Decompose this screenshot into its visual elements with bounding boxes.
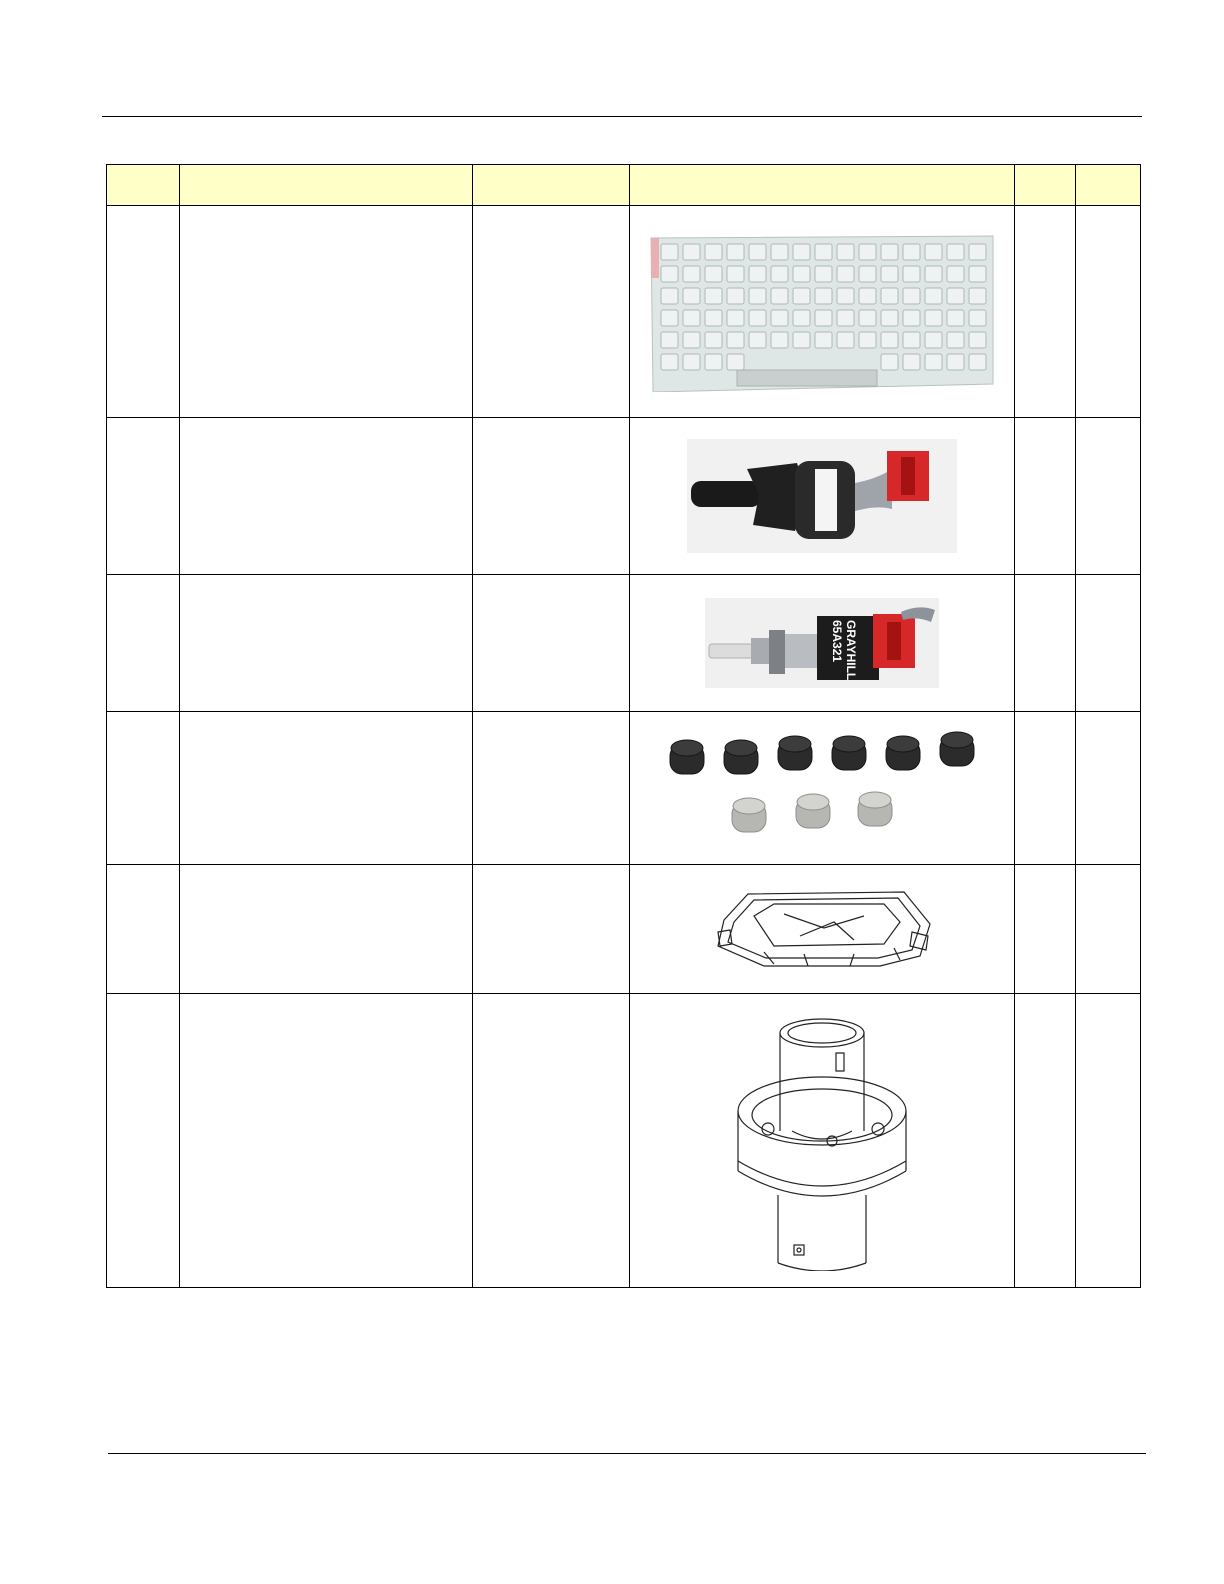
knob: [940, 732, 974, 766]
header-fru: [1076, 165, 1141, 206]
header-qty: [1015, 165, 1076, 206]
item-cell: [107, 865, 180, 994]
keycap: [749, 244, 766, 260]
keycap: [925, 244, 942, 260]
keycap: [705, 288, 722, 304]
part-number-cell: [473, 865, 630, 994]
keycap: [881, 310, 898, 326]
keycap: [793, 288, 810, 304]
keycap: [771, 266, 788, 282]
table-row: [107, 994, 1141, 1288]
part-number-cell: [473, 206, 630, 418]
fru-cell: [1076, 418, 1141, 575]
keycap: [771, 310, 788, 326]
keycap: [727, 266, 744, 282]
keycap: [705, 266, 722, 282]
keycap: [727, 354, 744, 370]
part-number-cell: [473, 994, 630, 1288]
keycap: [881, 288, 898, 304]
table-row: [107, 206, 1141, 418]
keycap: [815, 310, 832, 326]
keycap: [661, 310, 678, 326]
keycap: [815, 288, 832, 304]
keycap: [903, 354, 920, 370]
keycap: [793, 332, 810, 348]
keycap: [683, 244, 700, 260]
keycap: [683, 332, 700, 348]
description-cell: [180, 712, 473, 865]
table-row: [107, 865, 1141, 994]
knob: [724, 740, 758, 774]
qty-cell: [1015, 575, 1076, 712]
description-cell: [180, 994, 473, 1288]
keycap: [859, 288, 876, 304]
keycap: [705, 244, 722, 260]
knob: [886, 736, 920, 770]
knob: [670, 740, 704, 774]
description-cell: [180, 418, 473, 575]
keycap: [815, 266, 832, 282]
keyboard-keycap-mat-image: [647, 232, 997, 392]
keycap: [771, 244, 788, 260]
keycap: [925, 354, 942, 370]
keycap: [749, 310, 766, 326]
knob-set-image: [657, 728, 987, 848]
header-item: [107, 165, 180, 206]
keycap: [683, 354, 700, 370]
fru-cell: [1076, 575, 1141, 712]
keycap: [793, 244, 810, 260]
keycap: [771, 288, 788, 304]
keycap: [947, 354, 964, 370]
keycap: [815, 244, 832, 260]
keycap: [925, 310, 942, 326]
keycap: [903, 310, 920, 326]
keycap: [947, 332, 964, 348]
item-cell: [107, 206, 180, 418]
keycap: [837, 288, 854, 304]
keycap: [881, 354, 898, 370]
knob: [732, 798, 766, 832]
keycap: [727, 244, 744, 260]
description-cell: [180, 206, 473, 418]
keycap: [683, 310, 700, 326]
keycap: [771, 332, 788, 348]
keycap: [661, 288, 678, 304]
fru-cell: [1076, 865, 1141, 994]
header-rule: [102, 116, 1142, 117]
keycap: [947, 310, 964, 326]
keycap: [903, 244, 920, 260]
qty-cell: [1015, 418, 1076, 575]
keycap: [903, 288, 920, 304]
keycap: [881, 266, 898, 282]
keycap: [969, 354, 986, 370]
keycap: [727, 332, 744, 348]
keycap: [683, 266, 700, 282]
encoder-switch-image: [705, 598, 939, 688]
item-cell: [107, 575, 180, 712]
keycap: [969, 332, 986, 348]
table-row: [107, 712, 1141, 865]
qty-cell: [1015, 712, 1076, 865]
keycap: [969, 266, 986, 282]
keycap: [925, 266, 942, 282]
keycap: [749, 266, 766, 282]
keycap: [705, 332, 722, 348]
keycap: [859, 266, 876, 282]
knob: [832, 736, 866, 770]
plastic-bracket-image: [704, 886, 940, 972]
qty-cell: [1015, 206, 1076, 418]
item-cell: [107, 712, 180, 865]
keycap: [727, 288, 744, 304]
keycap: [947, 288, 964, 304]
keycap: [881, 244, 898, 260]
encoder-label-line1: GRAYHILL: [844, 620, 858, 681]
keycap: [969, 288, 986, 304]
keycap: [903, 332, 920, 348]
keycap: [683, 288, 700, 304]
keycap: [749, 288, 766, 304]
keycap: [947, 266, 964, 282]
knob: [858, 792, 892, 826]
keycap: [947, 244, 964, 260]
item-cell: [107, 994, 180, 1288]
part-number-cell: [473, 418, 630, 575]
keycap: [815, 332, 832, 348]
qty-cell: [1015, 865, 1076, 994]
keycap: [969, 244, 986, 260]
header-part-number: [473, 165, 630, 206]
keycap: [859, 244, 876, 260]
keycap: [859, 332, 876, 348]
encoder-label-line2: 65A321: [830, 620, 844, 663]
table-header-row: [107, 165, 1141, 206]
keycap: [793, 310, 810, 326]
keycap: [793, 266, 810, 282]
keycap: [727, 310, 744, 326]
fru-cell: [1076, 712, 1141, 865]
part-number-cell: [473, 575, 630, 712]
keycap: [837, 266, 854, 282]
keycap: [661, 266, 678, 282]
header-image: [630, 165, 1015, 206]
trackball-housing-image: [732, 1011, 912, 1271]
keycap: [925, 332, 942, 348]
parts-table: [106, 164, 1141, 1288]
knob: [778, 736, 812, 770]
keycap: [925, 288, 942, 304]
table-row: [107, 575, 1141, 712]
description-cell: [180, 865, 473, 994]
keycap: [969, 310, 986, 326]
item-cell: [107, 418, 180, 575]
keycap: [837, 244, 854, 260]
part-number-cell: [473, 712, 630, 865]
fru-cell: [1076, 206, 1141, 418]
keycap: [749, 332, 766, 348]
header-description: [180, 165, 473, 206]
rotary-encoder-image: [687, 439, 957, 553]
keycap: [881, 332, 898, 348]
footer-rule: [108, 1453, 1146, 1454]
keycap: [837, 310, 854, 326]
keycap: [837, 332, 854, 348]
keycap: [661, 332, 678, 348]
description-cell: [180, 575, 473, 712]
fru-cell: [1076, 994, 1141, 1288]
keycap: [705, 310, 722, 326]
keycap: [859, 310, 876, 326]
keycap: [705, 354, 722, 370]
table-row: [107, 418, 1141, 575]
keycap: [903, 266, 920, 282]
qty-cell: [1015, 994, 1076, 1288]
keycap: [661, 244, 678, 260]
knob: [796, 794, 830, 828]
keycap: [661, 354, 678, 370]
